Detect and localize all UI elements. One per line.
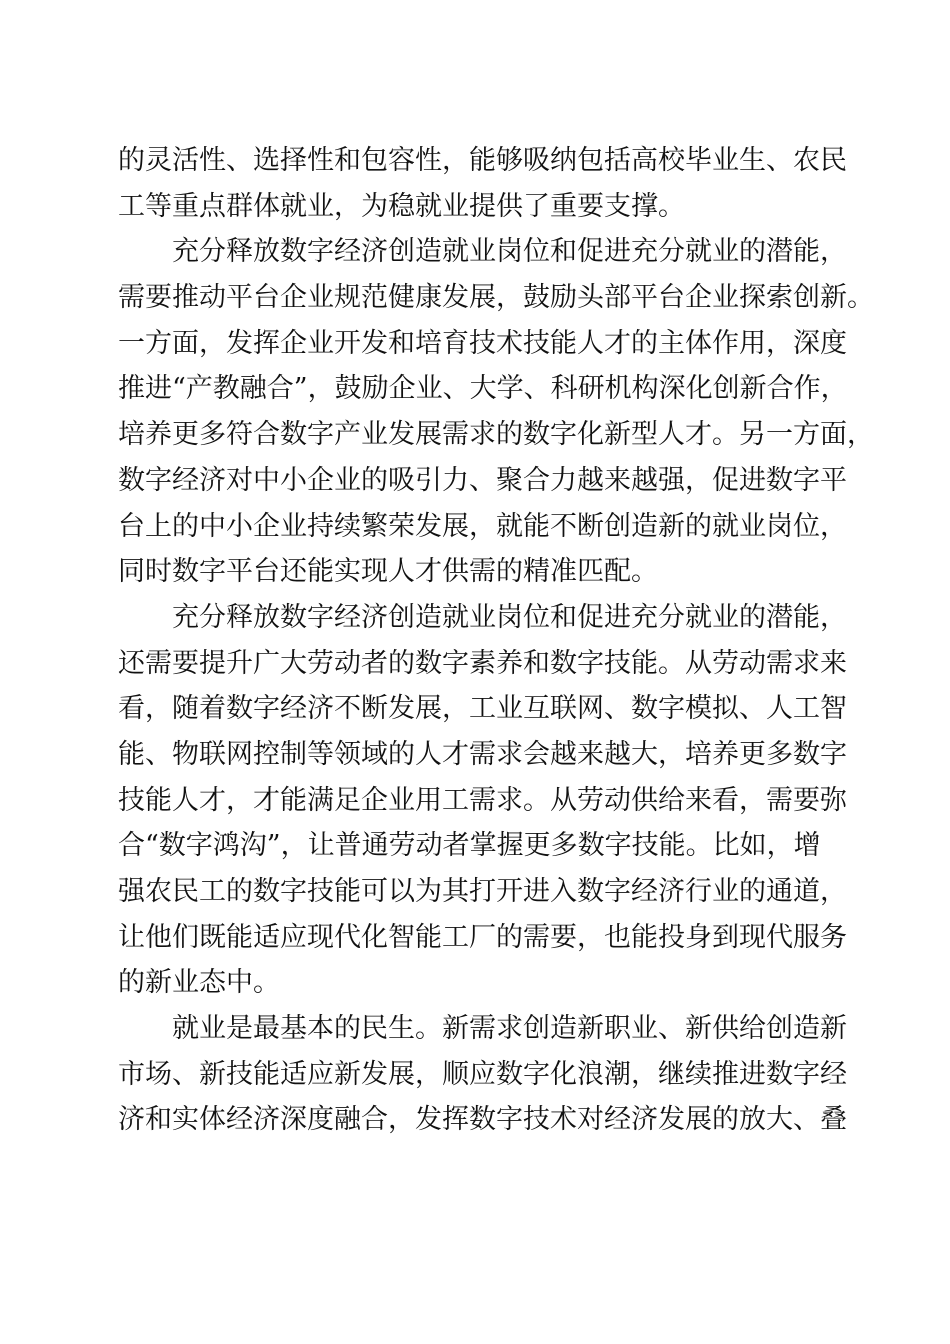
text-line: 培养更多符合数字产业发展需求的数字化新型人才。另一方面，	[118, 419, 874, 451]
paragraph-platform-enterprises	[118, 229, 874, 595]
text-line: 让他们既能适应现代化智能工厂的需要，也能投身到现代服务	[118, 921, 847, 953]
paragraph-employment-livelihood	[118, 1006, 847, 1143]
text-line: 合“数字鸿沟”，让普通劳动者掌握更多数字技能。比如，增	[118, 830, 821, 862]
text-line: 强农民工的数字技能可以为其打开进入数字经济行业的通道，	[118, 876, 847, 907]
text-line: 充分释放数字经济创造就业岗位和促进充分就业的潜能，	[172, 236, 847, 268]
text-line: 同时数字平台还能实现人才供需的精准匹配。	[118, 556, 658, 588]
text-line: 的新业态中。	[118, 967, 280, 999]
text-line: 就业是最基本的民生。新需求创造新职业、新供给创造新	[172, 1013, 847, 1045]
text-line: 看，随着数字经济不断发展，工业互联网、数字模拟、人工智	[118, 693, 847, 725]
text-line: 工等重点群体就业，为稳就业提供了重要支撑。	[118, 190, 685, 222]
text-line: 数字经济对中小企业的吸引力、聚合力越来越强，促进数字平	[118, 464, 847, 496]
text-line: 充分释放数字经济创造就业岗位和促进充分就业的潜能，	[172, 601, 847, 633]
paragraph-continuation	[118, 138, 847, 229]
text-line: 台上的中小企业持续繁荣发展，就能不断创造新的就业岗位，	[118, 510, 847, 542]
text-line: 技能人才，才能满足企业用工需求。从劳动供给来看，需要弥	[118, 784, 847, 816]
article-body	[118, 138, 874, 1143]
text-line: 能、物联网控制等领域的人才需求会越来越大，培养更多数字	[118, 738, 847, 770]
paragraph-digital-skills	[118, 595, 847, 1006]
text-line: 一方面，发挥企业开发和培育技术技能人才的主体作用，深度	[118, 327, 847, 359]
text-line: 还需要提升广大劳动者的数字素养和数字技能。从劳动需求来	[118, 647, 847, 679]
text-line: 的灵活性、选择性和包容性，能够吸纳包括高校毕业生、农民	[118, 145, 847, 176]
text-line: 市场、新技能适应新发展，顺应数字化浪潮，继续推进数字经	[118, 1058, 847, 1090]
text-line: 推进“产教融合”，鼓励企业、大学、科研机构深化创新合作，	[118, 373, 848, 405]
text-line: 需要推动平台企业规范健康发展，鼓励头部平台企业探索创新。	[118, 282, 874, 314]
text-line: 济和实体经济深度融合，发挥数字技术对经济发展的放大、叠	[118, 1104, 847, 1136]
